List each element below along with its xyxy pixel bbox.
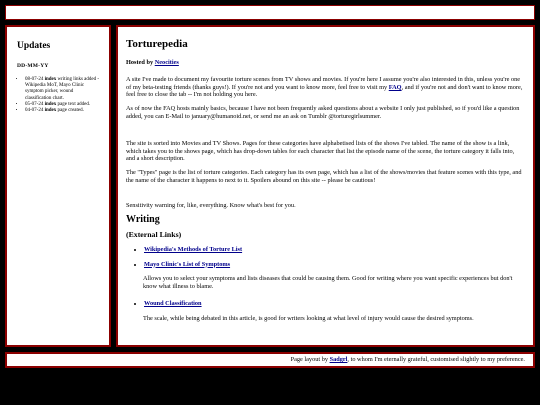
list-item [144, 261, 523, 269]
spacer [126, 126, 523, 140]
update-date: 05-07-24 [25, 101, 44, 107]
footer-suffix: , to whom I'm eternally grateful, customised slightly to my preference. [347, 356, 525, 363]
spacer [126, 190, 523, 202]
update-page: index [44, 101, 57, 107]
list-item [144, 300, 523, 308]
update-text: page created. [57, 108, 84, 114]
wikipedia-torture-link[interactable]: Wikipedia's Methods of Torture List [144, 245, 243, 253]
intro-text-b: , and if you're not and don't want to know more, feel free to close the tab -- I'm not holding you here. [126, 83, 523, 99]
update-page: index [44, 77, 57, 82]
update-date: 04-07-24 [25, 108, 44, 114]
types-paragraph: The "Types" page is the list of torture categories. Each category has its own page, which has a list of the shows/movies that feature scenes with this type, and the name of the character it happens to next to it. Spoilers abound on this site -- please be cautious! [126, 168, 522, 184]
sensitivity-warning: Sensitivity warning for, like, everything. Know what's best for you. [126, 202, 296, 210]
sadgrl-link[interactable]: Sadgrl [329, 356, 348, 363]
faq-paragraph: As of now the FAQ hosts mainly basics, because I have not been frequently asked questions about a website I only just published, so if you'd like a question added, you can E-Mail to january@humanoid.net, or send me an ask on Tumblr @torturegirlsummer. [126, 104, 520, 120]
main-content [116, 25, 535, 347]
update-text: writing links added - Wikipedia MoT, Mayo Clinic symptom picker, wound classification chart. [25, 77, 100, 101]
mayo-clinic-link[interactable]: Mayo Clinic's List of Symptoms [144, 260, 231, 268]
external-links-heading: (External Links) [126, 230, 182, 240]
updates-sidebar [5, 25, 111, 347]
writing-heading: Writing [126, 213, 160, 225]
sorting-paragraph: The site is sorted into Movies and TV Shows. Pages for these categories have alphabetised lists of the shows I've tabled. The name of the show is a link, which takes you to the shows page, which has drop-down tables for each character that list the episode name of the scene, the torture category it falls into, and a short description. [126, 140, 515, 163]
hosted-by [126, 59, 523, 67]
wound-classification-description: The scale, while being debated in this article, is good for writers looking at what level of injury would cause the desired symptoms. [143, 314, 474, 322]
external-links-list-2 [126, 300, 523, 308]
intro-paragraph [126, 76, 523, 99]
external-links-list [126, 246, 523, 268]
faq-link[interactable]: FAQ [388, 83, 402, 91]
update-text: page text added. [57, 101, 91, 107]
date-format-label: DD-MM-YY [17, 63, 49, 69]
update-item [25, 77, 100, 102]
hosted-prefix: Hosted by [126, 58, 155, 66]
footer [5, 352, 535, 368]
update-date: 08-07-24 [25, 77, 44, 82]
footer-prefix: Page layout by [290, 356, 330, 363]
neocities-link[interactable]: Neocities [154, 58, 179, 66]
page-title: Torturepedia [126, 38, 188, 50]
update-page: index [44, 108, 57, 114]
sidebar-title: Updates [17, 41, 51, 51]
update-item [25, 108, 100, 114]
list-item [144, 246, 523, 254]
wound-classification-link[interactable]: Wound Classification [144, 300, 202, 308]
updates-list [17, 77, 100, 114]
mayo-clinic-description: Allows you to select your symptoms and lists diseases that could be causing them. Good for writing where you want specific experiences but don't know what illness to blame. [143, 275, 513, 290]
top-bar [5, 5, 535, 20]
intro-text-a: A site I've made to document my favourite torture scenes from TV shows and movies. If you're here I assume you're also interested in this, unless you're one of my beta-testing friends (thanks guys!). If you're not and you want to know more, feel free to visit my [126, 76, 521, 91]
